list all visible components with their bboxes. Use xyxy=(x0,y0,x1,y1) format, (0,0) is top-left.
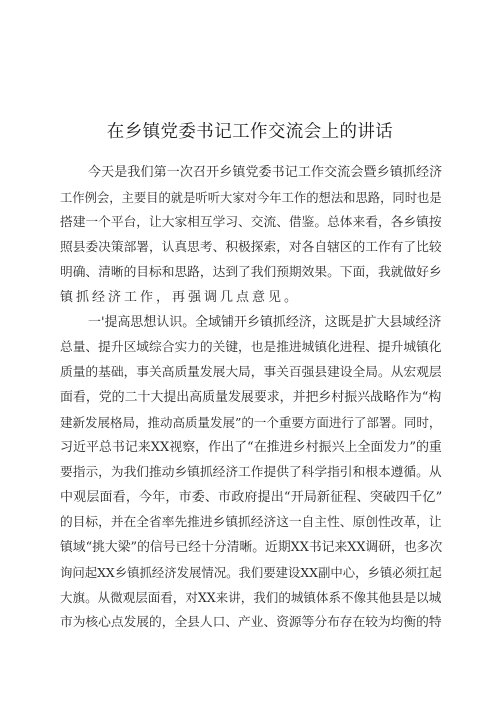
body-line: 习近平总书记来XX视察，作出了“在推进乡村振兴上全面发力”的重 xyxy=(60,440,442,455)
body-line: 质量的基础，事关高质量发展大局，事关百强县建设全局。从宏观层 xyxy=(60,365,442,380)
body-line: 市为核心点发展的，全县人口、产业、资源等分布存在较为均衡的特 xyxy=(60,615,442,630)
document-title: 在乡镇党委书记工作交流会上的讲话 xyxy=(106,122,394,142)
body-line: 照县委决策部署，认真思考、积极探索，对各自辖区的工作有了比较 xyxy=(60,240,442,255)
body-line: 建新发展格局，推动高质量发展”的一个重要方面进行了部署。同时， xyxy=(60,415,442,430)
body-line: 搭建一个平台，让大家相互学习、交流、借鉴。总体来看，各乡镇按 xyxy=(60,215,442,230)
body-line: 要指示，为我们推动乡镇抓经济工作提供了科学指引和根本遵循。从 xyxy=(60,465,442,480)
body-line: 的目标，并在全省率先推进乡镇抓经济这一自主性、原创性改革，让 xyxy=(60,515,442,530)
body-line: 一'提高思想认识。全域铺开乡镇抓经济，这既是扩大县域经济 xyxy=(88,315,442,330)
body-line: 大旗。从微观层面看，对XX来讲，我们的城镇体系不像其他县是以城 xyxy=(60,590,442,605)
body-line: 镇抓经济工作，再强调几点意见。 xyxy=(60,290,301,305)
body-line: 询问起XX乡镇抓经济发展情况。我们要建设XX副中心，乡镇必须扛起 xyxy=(60,566,442,580)
body-line: 今天是我们第一次召开乡镇党委书记工作交流会暨乡镇抓经济 xyxy=(88,165,443,180)
body-line: 明确、清晰的目标和思路，达到了我们预期效果。下面，我就做好乡 xyxy=(60,265,442,280)
body-line: 中观层面看，今年，市委、市政府提出“开局新征程、突破四千亿” xyxy=(60,490,443,505)
body-line: 总量、提升区域综合实力的关键，也是推进城镇化进程、提升城镇化 xyxy=(60,340,442,355)
body-line: 工作例会，主要目的就是听听大家对今年工作的想法和思路，同时也是 xyxy=(60,191,442,205)
body-line: 镇域“挑大梁”的信号已经十分清晰。近期XX书记来XX调研，也多次 xyxy=(60,540,443,555)
body-line: 面看，党的二十大提出高质量发展要求，并把乡村振兴战略作为“构 xyxy=(60,390,442,405)
